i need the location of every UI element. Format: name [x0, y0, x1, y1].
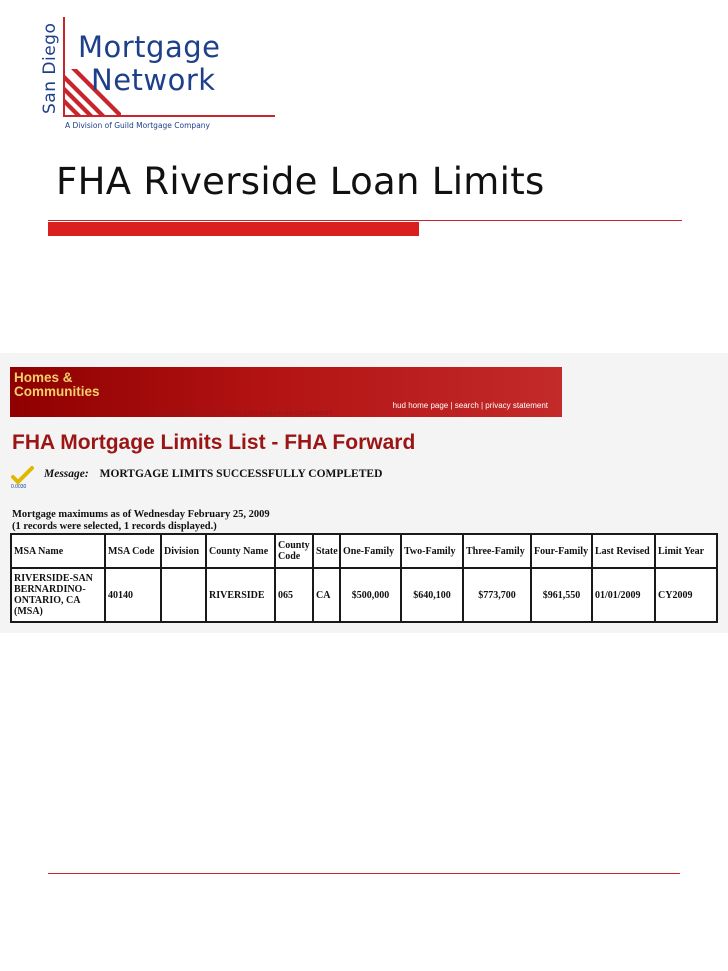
message-label: Message: — [44, 468, 89, 480]
col-header: State — [313, 534, 340, 568]
col-header: MSA Code — [105, 534, 161, 568]
logo-network: Network — [91, 63, 216, 97]
cell-limit-year: CY2009 — [655, 568, 717, 622]
title-underline — [48, 220, 682, 221]
cell-last-revised: 01/01/2009 — [592, 568, 655, 622]
col-header: Three-Family — [463, 534, 531, 568]
cell-county-name: RIVERSIDE — [206, 568, 275, 622]
logo-side-text: San Diego — [40, 22, 60, 114]
table-header-row — [11, 534, 717, 568]
message — [44, 468, 382, 480]
title-accent-bar — [48, 222, 419, 236]
slide-title: FHA Riverside Loan Limits — [56, 160, 545, 203]
cell-division — [161, 568, 206, 622]
table-row — [11, 568, 717, 622]
col-header: County Code — [275, 534, 313, 568]
col-header: MSA Name — [11, 534, 105, 568]
limits-table — [10, 533, 718, 623]
logo — [38, 14, 278, 134]
list-title: FHA Mortgage Limits List - FHA Forward — [12, 431, 416, 454]
as-of-info — [12, 509, 270, 533]
cell-state: CA — [313, 568, 340, 622]
cell-two-family: $640,100 — [401, 568, 463, 622]
cell-msa-name: RIVERSIDE-SAN BERNARDINO-ONTARIO, CA (MSA) — [11, 568, 105, 622]
col-header: Division — [161, 534, 206, 568]
agency-line: U.S. DEPARTMENT OF HOUSING AND URBAN DEVELOPMENT — [142, 411, 333, 417]
hud-banner — [10, 367, 562, 417]
records-count: (1 records were selected, 1 records displayed.) — [12, 521, 217, 532]
footer-rule — [48, 873, 680, 874]
logo-subtitle: A Division of Guild Mortgage Company — [65, 121, 210, 130]
banner-brand: Homes & Communities — [14, 370, 100, 399]
logo-mortgage: Mortgage — [78, 30, 221, 64]
as-of-date: Mortgage maximums as of Wednesday February 25, 2009 — [12, 509, 270, 520]
col-header: One-Family — [340, 534, 401, 568]
message-text: MORTGAGE LIMITS SUCCESSFULLY COMPLETED — [99, 468, 383, 480]
col-header: Limit Year — [655, 534, 717, 568]
cell-four-family: $961,550 — [531, 568, 592, 622]
cell-one-family: $500,000 — [340, 568, 401, 622]
col-header: Last Revised — [592, 534, 655, 568]
check-label: 0.0030 — [11, 484, 27, 490]
cell-three-family: $773,700 — [463, 568, 531, 622]
banner-links[interactable]: hud home page | search | privacy statement — [392, 401, 548, 410]
col-header: Four-Family — [531, 534, 592, 568]
col-header: Two-Family — [401, 534, 463, 568]
embedded-screenshot — [0, 353, 728, 633]
cell-county-code: 065 — [275, 568, 313, 622]
cell-msa-code: 40140 — [105, 568, 161, 622]
col-header: County Name — [206, 534, 275, 568]
logo-horizontal-rule — [63, 115, 275, 117]
